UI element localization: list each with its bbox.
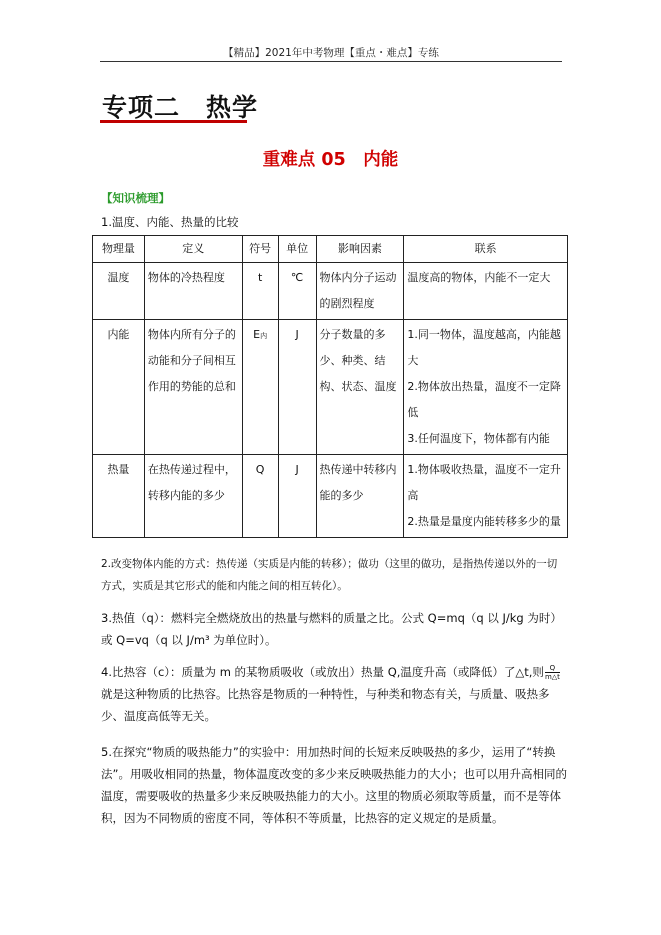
factors-cell: 物体内分子运动的剧烈程度 — [316, 263, 404, 320]
item2-paragraph: 2.改变物体内能的方式：热传递（实质是内能的转移）；做功（这里的做功，是指热传递以外的一切方式，实质是其它形式的能和内能之间的相互转化）。 — [101, 558, 558, 592]
definition-cell: 在热传递过程中，转移内能的多少 — [144, 455, 242, 538]
specific-heat-fraction — [545, 664, 560, 681]
header-rule — [100, 61, 562, 62]
table-header-cell: 定义 — [144, 236, 242, 263]
section-title-underline — [100, 120, 247, 123]
section-title: 专项二 热学 — [102, 93, 259, 122]
relation-line: 3.任何温度下，物体都有内能 — [407, 432, 550, 445]
relation-line: 1.同一物体，温度越高，内能越大 — [407, 328, 561, 367]
unit-cell: ℃ — [278, 263, 316, 320]
table-row — [93, 455, 568, 538]
item5-paragraph: 5.在探究“物质的吸热能力”的实验中：用加热时间的长短来反映吸热的多少，运用了“转换法”。用吸收相同的热量，物体温度改变的多少来反映吸热能力的大小；也可以用升高相同的温度，需要吸收的热量多少来反映吸热能力的大小。这里的物质必须取等质量，而不是等体积，因为不同物质的密度不同，等体积不等质量，比热容的定义规定的是质量。 — [101, 745, 567, 825]
table-header-cell: 符号 — [242, 236, 278, 263]
symbol-cell: t — [242, 263, 278, 320]
key-point-title: 重难点 05 内能 — [262, 150, 399, 170]
relation-cell — [404, 455, 568, 538]
factors-cell: 热传递中转移内能的多少 — [316, 455, 404, 538]
item4-paragraph — [101, 661, 567, 727]
symbol-cell: Q — [242, 455, 278, 538]
quantity-cell: 内能 — [93, 320, 145, 455]
knowledge-tag: 【知识梳理】 — [101, 191, 170, 205]
fraction-denominator: m△t — [544, 673, 560, 681]
table-header-cell: 联系 — [404, 236, 568, 263]
unit-cell: J — [278, 320, 316, 455]
symbol-cell — [242, 320, 278, 455]
fraction-numerator: Q — [545, 664, 560, 673]
table-row — [93, 320, 568, 455]
item4-text-b: 就是这种物质的比热容。比热容是物质的一种特性，与种类和物态有关，与质量、吸热多少、温度高低等无关。 — [101, 687, 550, 723]
relation-cell — [404, 320, 568, 455]
comparison-table — [92, 235, 568, 538]
factors-cell: 分子数量的多少、种类、结构、状态、温度 — [316, 320, 404, 455]
symbol-subscript: 内 — [260, 332, 268, 340]
table-header-row — [93, 236, 568, 263]
table-header-cell: 影响因素 — [316, 236, 404, 263]
table-header-cell: 物理量 — [93, 236, 145, 263]
item1-title: 1.温度、内能、热量的比较 — [101, 215, 239, 229]
relation-cell: 温度高的物体，内能不一定大 — [404, 263, 568, 320]
quantity-cell: 温度 — [93, 263, 145, 320]
item4-text-a: 4.比热容（c）：质量为 m 的某物质吸收（或放出）热量 Q,温度升高（或降低）了△t,则 — [101, 665, 544, 679]
page-header: 【精品】2021年中考物理【重点・难点】专练 — [223, 47, 439, 59]
symbol-main: E — [253, 328, 261, 341]
relation-line: 1.物体吸收热量，温度不一定升高 — [407, 463, 561, 502]
table-header-cell: 单位 — [278, 236, 316, 263]
relation-line: 2.热量是量度内能转移多少的量 — [407, 515, 561, 528]
unit-cell: J — [278, 455, 316, 538]
item3-paragraph: 3.热值（q）：燃料完全燃烧放出的热量与燃料的质量之比。公式 Q=mq（q 以 J/kg 为时）或 Q=vq（q 以 J/m³ 为单位时）。 — [101, 611, 562, 647]
relation-line: 2.物体放出热量，温度不一定降低 — [407, 380, 561, 419]
definition-cell: 物体内所有分子的动能和分子间相互作用的势能的总和 — [144, 320, 242, 455]
quantity-cell: 热量 — [93, 455, 145, 538]
table-row — [93, 263, 568, 320]
definition-cell: 物体的冷热程度 — [144, 263, 242, 320]
